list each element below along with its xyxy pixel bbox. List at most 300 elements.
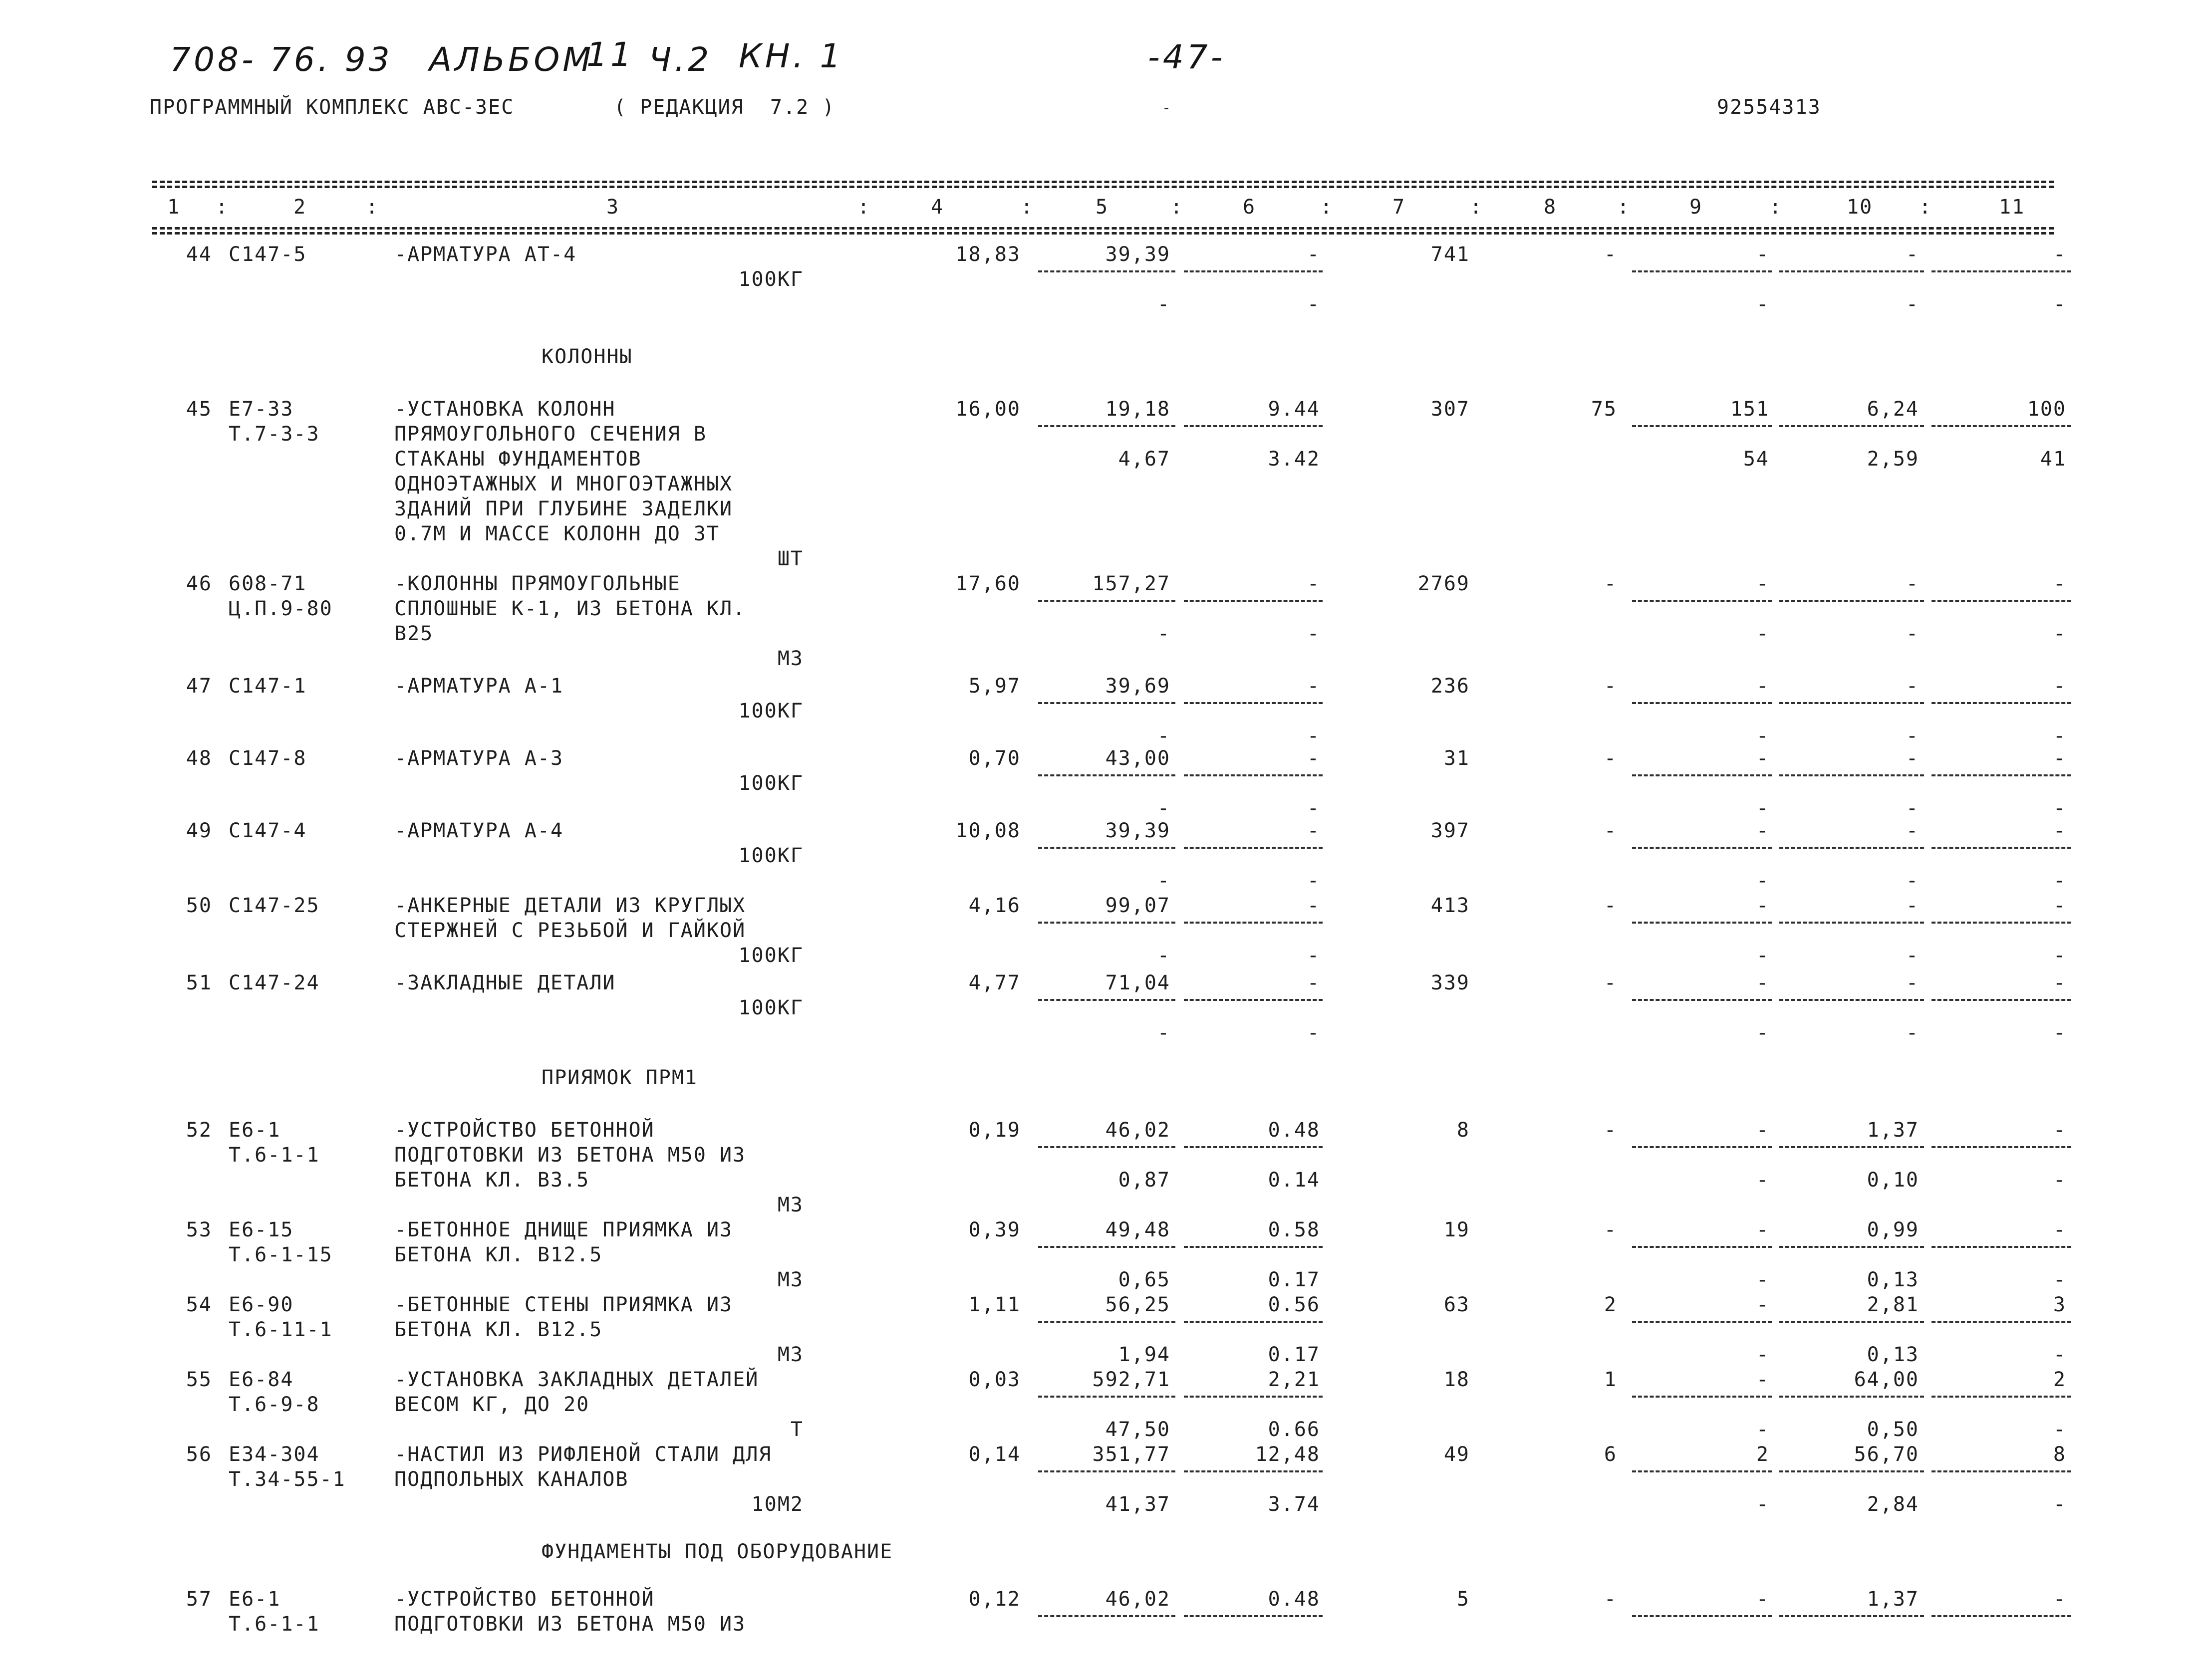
column-9-subcell: - bbox=[1756, 622, 1769, 645]
column-5-subcell: 41,37 bbox=[1105, 1493, 1170, 1516]
cell-divider-line bbox=[1184, 1615, 1323, 1617]
norm-code: 608-71 bbox=[229, 572, 307, 595]
column-8-cell: 75 bbox=[1591, 398, 1617, 421]
column-6-cell: 12,48 bbox=[1255, 1443, 1320, 1466]
norm-code: С147-4 bbox=[229, 819, 307, 842]
work-description: ПОДГОТОВКИ ИЗ БЕТОНА М50 ИЗ bbox=[394, 1613, 746, 1636]
cell-divider-line bbox=[1038, 847, 1175, 849]
work-description: -АРМАТУРА А-3 bbox=[394, 747, 564, 770]
column-separator: : bbox=[216, 196, 228, 219]
work-description: -АРМАТУРА А-4 bbox=[394, 819, 564, 842]
column-11-cell: - bbox=[2053, 819, 2066, 842]
norm-code: С147-25 bbox=[229, 894, 320, 917]
work-description: -АНКЕРНЫЕ ДЕТАЛИ ИЗ КРУГЛЫХ bbox=[394, 894, 746, 917]
column-10-cell: - bbox=[1906, 819, 1919, 842]
column-10-subcell: - bbox=[1906, 944, 1919, 967]
column-6-subcell: - bbox=[1307, 869, 1320, 892]
header-top-rule-2 bbox=[152, 186, 2054, 188]
work-description: -ЗАКЛАДНЫЕ ДЕТАЛИ bbox=[394, 971, 616, 994]
header-bottom-rule-2 bbox=[152, 232, 2054, 235]
cell-divider-line bbox=[1779, 1146, 1924, 1148]
cell-divider-line bbox=[1932, 1470, 2071, 1472]
cell-divider-line bbox=[1038, 702, 1175, 704]
cost-cell: 19 bbox=[1443, 1218, 1470, 1241]
column-11-subcell: - bbox=[2053, 1268, 2066, 1291]
column-6-cell: - bbox=[1307, 894, 1320, 917]
work-description: ПОДПОЛЬНЫХ КАНАЛОВ bbox=[394, 1468, 629, 1491]
cell-divider-line bbox=[1184, 1470, 1323, 1472]
unit-label: 10М2 bbox=[751, 1493, 804, 1516]
cell-divider-line bbox=[1779, 600, 1924, 602]
cell-divider-line bbox=[1932, 702, 2071, 704]
column-10-subcell: 0,50 bbox=[1867, 1418, 1919, 1441]
column-separator: : bbox=[1470, 196, 1482, 219]
section-title-kolonny: КОЛОННЫ bbox=[542, 345, 633, 368]
work-description: -БЕТОННОЕ ДНИЩЕ ПРИЯМКА ИЗ bbox=[394, 1218, 733, 1241]
cell-divider-line bbox=[1779, 270, 1924, 272]
work-description: БЕТОНА КЛ. В12.5 bbox=[394, 1243, 603, 1266]
column-8-cell: 6 bbox=[1604, 1443, 1617, 1466]
norm-code: Е6-90 bbox=[229, 1293, 294, 1316]
row-number: 51 bbox=[186, 971, 212, 994]
work-description: СТЕРЖНЕЙ С РЕЗЬБОЙ И ГАЙКОЙ bbox=[394, 919, 746, 942]
doc-code: 708- 76. 93 bbox=[170, 40, 393, 79]
cell-divider-line bbox=[1038, 600, 1175, 602]
column-10-subcell: 0,10 bbox=[1867, 1169, 1919, 1192]
work-description: В25 bbox=[394, 622, 434, 645]
column-5-subcell: - bbox=[1157, 1021, 1170, 1044]
column-10-subcell: - bbox=[1906, 622, 1919, 645]
row-number: 45 bbox=[186, 398, 212, 421]
row-number: 53 bbox=[186, 1218, 212, 1241]
column-10-cell: 56,70 bbox=[1854, 1443, 1919, 1466]
section-title-fundamenty: ФУНДАМЕНТЫ ПОД ОБОРУДОВАНИЕ bbox=[542, 1540, 893, 1563]
column-11-cell: - bbox=[2053, 894, 2066, 917]
cell-divider-line bbox=[1038, 1470, 1175, 1472]
cost-cell: 31 bbox=[1443, 747, 1470, 770]
column-9-subcell: 54 bbox=[1743, 448, 1769, 471]
column-separator: : bbox=[1021, 196, 1033, 219]
work-description: ОДНОЭТАЖНЫХ И МНОГОЭТАЖНЫХ bbox=[394, 473, 733, 495]
column-9-cell: - bbox=[1756, 747, 1769, 770]
column-8-cell: 2 bbox=[1604, 1293, 1617, 1316]
cell-divider-line bbox=[1038, 774, 1175, 776]
column-header-6: 6 bbox=[1243, 196, 1256, 219]
column-11-cell: - bbox=[2053, 1119, 2066, 1142]
quantity-cell: 4,16 bbox=[968, 894, 1021, 917]
column-5-subcell: - bbox=[1157, 622, 1170, 645]
row-number: 54 bbox=[186, 1293, 212, 1316]
cost-cell: 5 bbox=[1456, 1588, 1470, 1611]
cost-cell: 413 bbox=[1430, 894, 1470, 917]
column-10-subcell: - bbox=[1906, 869, 1919, 892]
quantity-cell: 0,12 bbox=[968, 1588, 1021, 1611]
norm-code: Т.6-11-1 bbox=[229, 1318, 333, 1341]
cost-cell: 63 bbox=[1443, 1293, 1470, 1316]
column-11-subcell: - bbox=[2053, 293, 2066, 316]
column-9-cell: - bbox=[1756, 1293, 1769, 1316]
column-8-cell: - bbox=[1604, 243, 1617, 266]
cell-divider-line bbox=[1184, 1146, 1323, 1148]
column-10-cell: - bbox=[1906, 572, 1919, 595]
column-11-subcell: 41 bbox=[2040, 448, 2066, 471]
work-description: БЕТОНА КЛ. В12.5 bbox=[394, 1318, 603, 1341]
column-9-cell: - bbox=[1756, 894, 1769, 917]
cell-divider-line bbox=[1932, 847, 2071, 849]
cell-divider-line bbox=[1932, 774, 2071, 776]
work-description: СПЛОШНЫЕ К-1, ИЗ БЕТОНА КЛ. bbox=[394, 597, 746, 620]
cell-divider-line bbox=[1779, 922, 1924, 924]
column-5-subcell: - bbox=[1157, 724, 1170, 747]
unit-label: 100КГ bbox=[738, 268, 804, 291]
cell-divider-line bbox=[1779, 425, 1924, 427]
column-5-cell: 46,02 bbox=[1105, 1119, 1170, 1142]
column-5-subcell: - bbox=[1157, 944, 1170, 967]
norm-code: Т.6-1-15 bbox=[229, 1243, 333, 1266]
column-8-cell: - bbox=[1604, 819, 1617, 842]
column-9-cell: - bbox=[1756, 1119, 1769, 1142]
column-11-cell: - bbox=[2053, 747, 2066, 770]
column-5-cell: 49,48 bbox=[1105, 1218, 1170, 1241]
cell-divider-line bbox=[1184, 425, 1323, 427]
cell-divider-line bbox=[1184, 702, 1323, 704]
quantity-cell: 10,08 bbox=[955, 819, 1021, 842]
cell-divider-line bbox=[1038, 1615, 1175, 1617]
cell-divider-line bbox=[1184, 922, 1323, 924]
quantity-cell: 18,83 bbox=[955, 243, 1021, 266]
document-code: 92554313 bbox=[1717, 96, 1821, 119]
cell-divider-line bbox=[1632, 1470, 1772, 1472]
cell-divider-line bbox=[1932, 425, 2071, 427]
column-6-subcell: 0.66 bbox=[1268, 1418, 1320, 1441]
column-separator: : bbox=[1320, 196, 1333, 219]
column-9-subcell: - bbox=[1756, 1343, 1769, 1366]
column-9-cell: 2 bbox=[1756, 1443, 1769, 1466]
column-11-subcell: - bbox=[2053, 1021, 2066, 1044]
quantity-cell: 17,60 bbox=[955, 572, 1021, 595]
cell-divider-line bbox=[1932, 1246, 2071, 1248]
column-11-cell: - bbox=[2053, 243, 2066, 266]
column-header-4: 4 bbox=[931, 196, 944, 219]
work-description: -БЕТОННЫЕ СТЕНЫ ПРИЯМКА ИЗ bbox=[394, 1293, 733, 1316]
column-6-cell: 0.48 bbox=[1268, 1119, 1320, 1142]
row-number: 49 bbox=[186, 819, 212, 842]
column-9-cell: 151 bbox=[1730, 398, 1769, 421]
cell-divider-line bbox=[1038, 1321, 1175, 1323]
norm-code: С147-5 bbox=[229, 243, 307, 266]
column-5-cell: 39,39 bbox=[1105, 819, 1170, 842]
norm-code: Т.7-3-3 bbox=[229, 423, 320, 446]
cost-cell: 8 bbox=[1456, 1119, 1470, 1142]
unit-label: 100КГ bbox=[738, 944, 804, 967]
column-6-subcell: 0.14 bbox=[1268, 1169, 1320, 1192]
column-8-cell: - bbox=[1604, 894, 1617, 917]
column-5-cell: 351,77 bbox=[1092, 1443, 1170, 1466]
norm-code: Т.6-1-1 bbox=[229, 1144, 320, 1167]
cell-divider-line bbox=[1632, 774, 1772, 776]
work-description: -УСТРОЙСТВО БЕТОННОЙ bbox=[394, 1588, 655, 1611]
column-9-cell: - bbox=[1756, 572, 1769, 595]
norm-code: Т.34-55-1 bbox=[229, 1468, 346, 1491]
cell-divider-line bbox=[1932, 1396, 2071, 1398]
quantity-cell: 0,39 bbox=[968, 1218, 1021, 1241]
column-11-cell: - bbox=[2053, 675, 2066, 698]
cell-divider-line bbox=[1779, 1321, 1924, 1323]
work-description: СТАКАНЫ ФУНДАМЕНТОВ bbox=[394, 448, 642, 471]
column-6-subcell: - bbox=[1307, 1021, 1320, 1044]
unit-label: 100КГ bbox=[738, 700, 804, 722]
column-separator: : bbox=[1170, 196, 1183, 219]
column-9-cell: - bbox=[1756, 971, 1769, 994]
album-label: АЛЬБОМ bbox=[429, 40, 594, 79]
cell-divider-line bbox=[1184, 1321, 1323, 1323]
column-10-cell: - bbox=[1906, 675, 1919, 698]
quantity-cell: 1,11 bbox=[968, 1293, 1021, 1316]
column-9-subcell: - bbox=[1756, 944, 1769, 967]
column-11-cell: - bbox=[2053, 1588, 2066, 1611]
cell-divider-line bbox=[1632, 1615, 1772, 1617]
cell-divider-line bbox=[1932, 1615, 2071, 1617]
column-10-cell: 0,99 bbox=[1867, 1218, 1919, 1241]
work-description: -УСТАНОВКА КОЛОНН bbox=[394, 398, 616, 421]
column-6-cell: 0.56 bbox=[1268, 1293, 1320, 1316]
work-description: БЕТОНА КЛ. В3.5 bbox=[394, 1169, 590, 1192]
norm-code: Е7-33 bbox=[229, 398, 294, 421]
column-10-subcell: 2,59 bbox=[1867, 448, 1919, 471]
column-11-subcell: - bbox=[2053, 944, 2066, 967]
column-11-subcell: - bbox=[2053, 1493, 2066, 1516]
column-5-subcell: - bbox=[1157, 797, 1170, 820]
edition-label: ( РЕДАКЦИЯ 7.2 ) bbox=[614, 96, 835, 119]
cell-divider-line bbox=[1038, 1246, 1175, 1248]
cell-divider-line bbox=[1632, 999, 1772, 1001]
unit-label: М3 bbox=[777, 1268, 804, 1291]
work-description: ПОДГОТОВКИ ИЗ БЕТОНА М50 ИЗ bbox=[394, 1144, 746, 1167]
column-5-cell: 43,00 bbox=[1105, 747, 1170, 770]
work-description: ЗДАНИЙ ПРИ ГЛУБИНЕ ЗАДЕЛКИ bbox=[394, 497, 733, 520]
column-9-subcell: - bbox=[1756, 1169, 1769, 1192]
cell-divider-line bbox=[1184, 270, 1323, 272]
column-10-subcell: - bbox=[1906, 293, 1919, 316]
cell-divider-line bbox=[1632, 922, 1772, 924]
column-9-subcell: - bbox=[1756, 1418, 1769, 1441]
column-5-subcell: 0,87 bbox=[1118, 1169, 1170, 1192]
column-separator: : bbox=[1769, 196, 1782, 219]
column-10-cell: - bbox=[1906, 243, 1919, 266]
column-10-cell: 1,37 bbox=[1867, 1588, 1919, 1611]
column-9-subcell: - bbox=[1756, 1268, 1769, 1291]
column-6-cell: - bbox=[1307, 572, 1320, 595]
quantity-cell: 5,97 bbox=[968, 675, 1021, 698]
cell-divider-line bbox=[1779, 1246, 1924, 1248]
cell-divider-line bbox=[1779, 702, 1924, 704]
column-8-cell: - bbox=[1604, 1218, 1617, 1241]
work-description: -УСТАНОВКА ЗАКЛАДНЫХ ДЕТАЛЕЙ bbox=[394, 1368, 759, 1391]
norm-code: С147-24 bbox=[229, 971, 320, 994]
cell-divider-line bbox=[1932, 922, 2071, 924]
row-number: 50 bbox=[186, 894, 212, 917]
row-number: 57 bbox=[186, 1588, 212, 1611]
quantity-cell: 0,03 bbox=[968, 1368, 1021, 1391]
column-6-cell: - bbox=[1307, 747, 1320, 770]
quantity-cell: 0,19 bbox=[968, 1119, 1021, 1142]
column-6-subcell: 3.74 bbox=[1268, 1493, 1320, 1516]
column-8-cell: - bbox=[1604, 1588, 1617, 1611]
row-number: 46 bbox=[186, 572, 212, 595]
work-description: -КОЛОННЫ ПРЯМОУГОЛЬНЫЕ bbox=[394, 572, 681, 595]
column-separator: : bbox=[857, 196, 870, 219]
column-8-cell: 1 bbox=[1604, 1368, 1617, 1391]
norm-code: С147-1 bbox=[229, 675, 307, 698]
column-10-cell: 64,00 bbox=[1854, 1368, 1919, 1391]
work-description: ВЕСОМ КГ, ДО 20 bbox=[394, 1393, 590, 1416]
quantity-cell: 16,00 bbox=[955, 398, 1021, 421]
row-number: 47 bbox=[186, 675, 212, 698]
column-10-cell: - bbox=[1906, 894, 1919, 917]
column-10-cell: 1,37 bbox=[1867, 1119, 1919, 1142]
cell-divider-line bbox=[1184, 999, 1323, 1001]
column-6-cell: 0.48 bbox=[1268, 1588, 1320, 1611]
cell-divider-line bbox=[1779, 1396, 1924, 1398]
column-5-subcell: - bbox=[1157, 869, 1170, 892]
cell-divider-line bbox=[1932, 1146, 2071, 1148]
norm-code: Е6-15 bbox=[229, 1218, 294, 1241]
column-10-subcell: - bbox=[1906, 1021, 1919, 1044]
column-11-subcell: - bbox=[2053, 1418, 2066, 1441]
cell-divider-line bbox=[1184, 847, 1323, 849]
column-6-subcell: - bbox=[1307, 797, 1320, 820]
work-description: -АРМАТУРА АТ-4 bbox=[394, 243, 577, 266]
unit-label: 100КГ bbox=[738, 844, 804, 867]
cell-divider-line bbox=[1779, 774, 1924, 776]
cell-divider-line bbox=[1932, 270, 2071, 272]
cell-divider-line bbox=[1779, 1615, 1924, 1617]
column-5-subcell: 4,67 bbox=[1118, 448, 1170, 471]
cost-cell: 307 bbox=[1430, 398, 1470, 421]
cost-cell: 18 bbox=[1443, 1368, 1470, 1391]
column-9-subcell: - bbox=[1756, 293, 1769, 316]
column-5-cell: 39,69 bbox=[1105, 675, 1170, 698]
cell-divider-line bbox=[1632, 1396, 1772, 1398]
cell-divider-line bbox=[1184, 1246, 1323, 1248]
column-header-7: 7 bbox=[1392, 196, 1406, 219]
unit-label: М3 bbox=[777, 1194, 804, 1216]
cost-cell: 49 bbox=[1443, 1443, 1470, 1466]
column-11-subcell: - bbox=[2053, 1343, 2066, 1366]
column-header-11: 11 bbox=[1999, 196, 2025, 219]
norm-code: С147-8 bbox=[229, 747, 307, 770]
cost-cell: 2769 bbox=[1417, 572, 1470, 595]
column-5-cell: 39,39 bbox=[1105, 243, 1170, 266]
column-11-cell: 8 bbox=[2053, 1443, 2066, 1466]
book-label: КН. 1 bbox=[739, 37, 844, 75]
column-6-cell: 9.44 bbox=[1268, 398, 1320, 421]
quantity-cell: 0,14 bbox=[968, 1443, 1021, 1466]
column-5-cell: 71,04 bbox=[1105, 971, 1170, 994]
unit-label: 100КГ bbox=[738, 996, 804, 1019]
column-8-cell: - bbox=[1604, 572, 1617, 595]
norm-code: Е6-1 bbox=[229, 1588, 281, 1611]
cell-divider-line bbox=[1779, 1470, 1924, 1472]
cell-divider-line bbox=[1038, 999, 1175, 1001]
column-10-cell: 6,24 bbox=[1867, 398, 1919, 421]
cell-divider-line bbox=[1038, 1146, 1175, 1148]
column-5-cell: 99,07 bbox=[1105, 894, 1170, 917]
cell-divider-line bbox=[1038, 1396, 1175, 1398]
row-number: 48 bbox=[186, 747, 212, 770]
cost-cell: 339 bbox=[1430, 971, 1470, 994]
column-11-cell: 3 bbox=[2053, 1293, 2066, 1316]
header-top-rule bbox=[152, 181, 2054, 183]
work-description: -УСТРОЙСТВО БЕТОННОЙ bbox=[394, 1119, 655, 1142]
column-9-cell: - bbox=[1756, 1218, 1769, 1241]
page-number: -47- bbox=[1148, 38, 1226, 76]
column-6-cell: 0.58 bbox=[1268, 1218, 1320, 1241]
column-header-3: 3 bbox=[606, 196, 620, 219]
cell-divider-line bbox=[1932, 600, 2071, 602]
column-9-subcell: - bbox=[1756, 724, 1769, 747]
unit-label: М3 bbox=[777, 1343, 804, 1366]
cell-divider-line bbox=[1038, 922, 1175, 924]
column-5-cell: 19,18 bbox=[1105, 398, 1170, 421]
column-6-subcell: - bbox=[1307, 622, 1320, 645]
cell-divider-line bbox=[1632, 270, 1772, 272]
norm-code: Е6-84 bbox=[229, 1368, 294, 1391]
cell-divider-line bbox=[1632, 1146, 1772, 1148]
unit-label: 100КГ bbox=[738, 772, 804, 795]
column-11-cell: 2 bbox=[2053, 1368, 2066, 1391]
column-6-subcell: 0.17 bbox=[1268, 1343, 1320, 1366]
column-10-subcell: - bbox=[1906, 797, 1919, 820]
column-11-subcell: - bbox=[2053, 1169, 2066, 1192]
cell-divider-line bbox=[1632, 1246, 1772, 1248]
cell-divider-line bbox=[1632, 425, 1772, 427]
cell-divider-line bbox=[1632, 600, 1772, 602]
column-11-subcell: - bbox=[2053, 622, 2066, 645]
column-8-cell: - bbox=[1604, 1119, 1617, 1142]
norm-code: Е34-304 bbox=[229, 1443, 320, 1466]
cell-divider-line bbox=[1779, 999, 1924, 1001]
column-6-subcell: - bbox=[1307, 293, 1320, 316]
column-11-cell: 100 bbox=[2027, 398, 2066, 421]
album-number: 11 bbox=[586, 35, 634, 74]
cell-divider-line bbox=[1184, 774, 1323, 776]
column-6-subcell: 3.42 bbox=[1268, 448, 1320, 471]
column-separator: : bbox=[1617, 196, 1630, 219]
column-9-cell: - bbox=[1756, 243, 1769, 266]
cell-divider-line bbox=[1184, 600, 1323, 602]
column-separator: : bbox=[1919, 196, 1932, 219]
column-separator: : bbox=[366, 196, 378, 219]
column-9-subcell: - bbox=[1756, 1021, 1769, 1044]
column-9-cell: - bbox=[1756, 819, 1769, 842]
column-10-cell: 2,81 bbox=[1867, 1293, 1919, 1316]
part-label: Ч.2 bbox=[649, 40, 712, 79]
column-5-cell: 56,25 bbox=[1105, 1293, 1170, 1316]
column-header-1: 1 bbox=[167, 196, 181, 219]
column-8-cell: - bbox=[1604, 747, 1617, 770]
column-9-subcell: - bbox=[1756, 797, 1769, 820]
cell-divider-line bbox=[1184, 1396, 1323, 1398]
cell-divider-line bbox=[1632, 1321, 1772, 1323]
column-10-subcell: 2,84 bbox=[1867, 1493, 1919, 1516]
norm-code: Т.6-9-8 bbox=[229, 1393, 320, 1416]
column-9-cell: - bbox=[1756, 675, 1769, 698]
column-5-subcell: 1,94 bbox=[1118, 1343, 1170, 1366]
cell-divider-line bbox=[1038, 270, 1175, 272]
work-description: 0.7М И МАССЕ КОЛОНН ДО 3Т bbox=[394, 522, 720, 545]
row-number: 55 bbox=[186, 1368, 212, 1391]
